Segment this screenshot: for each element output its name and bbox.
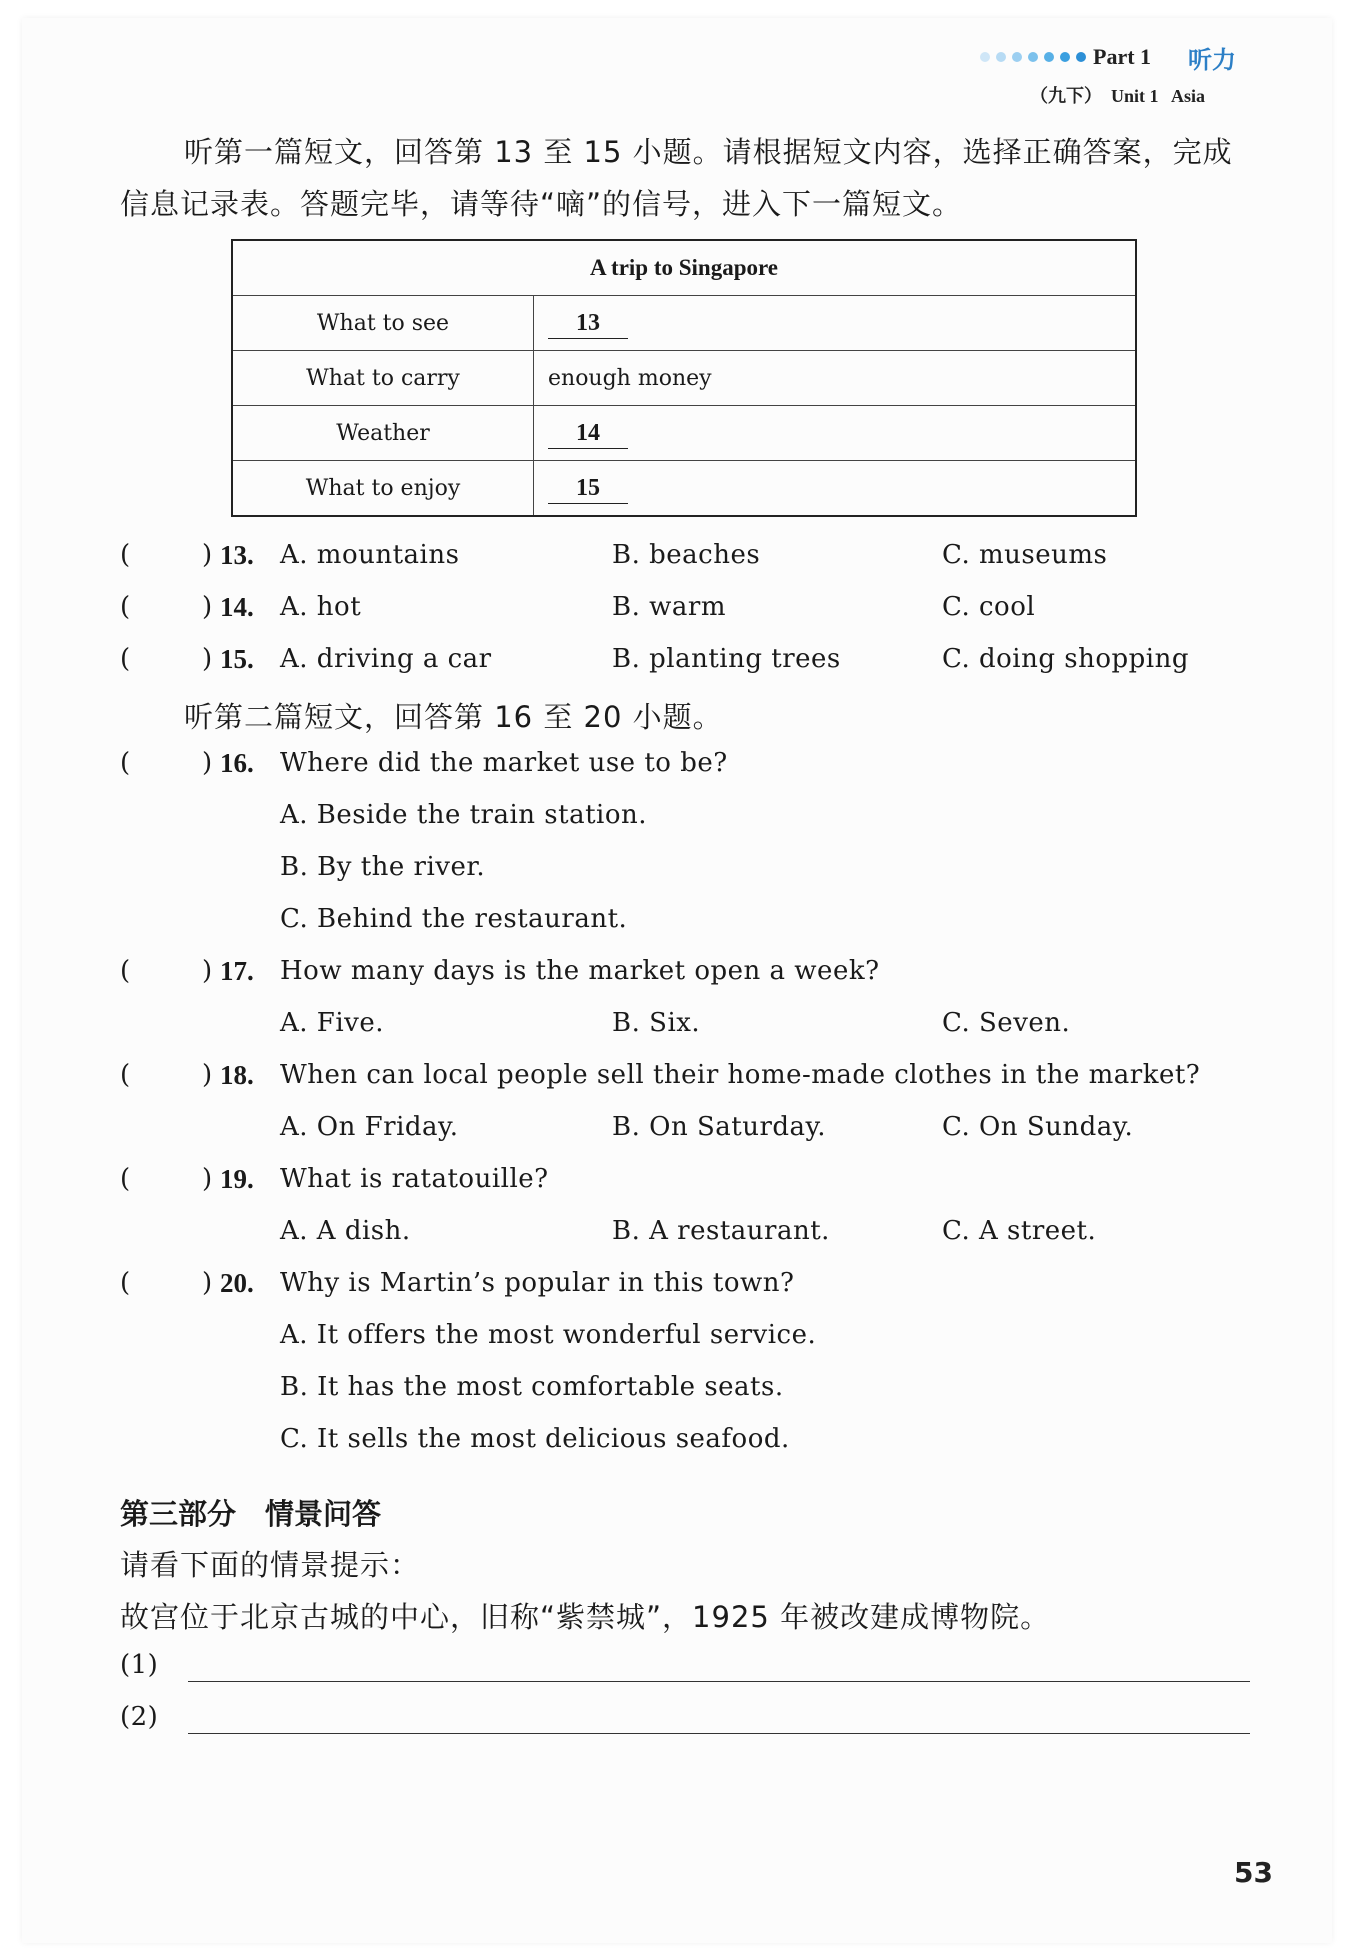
answer-paren-open[interactable]: ( (120, 956, 131, 986)
answer-paren-open[interactable]: ( (120, 1268, 131, 1298)
option-a[interactable]: A. On Friday. (280, 1112, 459, 1142)
table-row (232, 296, 1136, 351)
table-key: What to carry (232, 351, 534, 406)
option-a[interactable]: A. Five. (280, 1008, 385, 1038)
answer-paren-close: ) (202, 1164, 213, 1194)
answer-blank[interactable]: 14 (548, 418, 628, 449)
question-number: 16. (220, 748, 254, 778)
option-b[interactable]: B. On Saturday. (612, 1112, 827, 1142)
option-a[interactable]: A. driving a car (280, 644, 492, 674)
answer-label-2: (2) (120, 1702, 159, 1732)
answer-paren-open[interactable]: ( (120, 644, 131, 674)
table-row (232, 461, 1136, 517)
scenario-prompt: 请看下面的情景提示： (120, 1548, 421, 1582)
option-a[interactable]: A. hot (280, 592, 362, 622)
info-table (231, 239, 1137, 517)
option-c[interactable]: C. cool (942, 592, 1036, 622)
header-dot (980, 52, 990, 62)
table-key: What to enjoy (232, 461, 534, 517)
table-row (232, 351, 1136, 406)
option-b[interactable]: B. Six. (612, 1008, 701, 1038)
option-c[interactable]: C. It sells the most delicious seafood. (280, 1424, 790, 1454)
table-key: What to see (232, 296, 534, 351)
option-b[interactable]: B. It has the most comfortable seats. (280, 1372, 784, 1402)
header-dot (1028, 52, 1038, 62)
option-a[interactable]: A. A dish. (280, 1216, 411, 1246)
question-text: When can local people sell their home-made clothes in the market? (280, 1060, 1201, 1090)
question-number: 17. (220, 956, 254, 986)
option-c[interactable]: C. A street. (942, 1216, 1097, 1246)
option-c[interactable]: C. Seven. (942, 1008, 1071, 1038)
answer-line-2[interactable] (188, 1732, 1250, 1734)
answer-paren-close: ) (202, 748, 213, 778)
table-row (232, 406, 1136, 461)
option-b[interactable]: B. planting trees (612, 644, 841, 674)
answer-label-1: (1) (120, 1650, 159, 1680)
header-dot (1060, 52, 1070, 62)
question-text: What is ratatouille? (280, 1164, 549, 1194)
header-dots (980, 52, 1086, 62)
option-b[interactable]: B. warm (612, 592, 726, 622)
option-c[interactable]: C. doing shopping (942, 644, 1189, 674)
intro1-line2: 信息记录表。答题完毕，请等待“嘀”的信号，进入下一篇短文。 (120, 187, 963, 221)
answer-paren-close: ) (202, 1268, 213, 1298)
question-text: Where did the market use to be? (280, 748, 728, 778)
question-number: 15. (220, 644, 254, 674)
question-text: How many days is the market open a week? (280, 956, 880, 986)
answer-paren-open[interactable]: ( (120, 1164, 131, 1194)
header-dot (1076, 52, 1086, 62)
question-text: Why is Martin’s popular in this town? (280, 1268, 795, 1298)
option-a[interactable]: A. It offers the most wonderful service. (280, 1320, 817, 1350)
answer-paren-open[interactable]: ( (120, 592, 131, 622)
option-c[interactable]: C. Behind the restaurant. (280, 904, 628, 934)
scenario-text: 故宫位于北京古城的中心，旧称“紫禁城”，1925 年被改建成博物院。 (120, 1600, 1051, 1634)
header-dot (1044, 52, 1054, 62)
section-title: 第三部分 情景问答 (120, 1497, 382, 1531)
answer-paren-close: ) (202, 1060, 213, 1090)
answer-paren-close: ) (202, 592, 213, 622)
question-number: 13. (220, 540, 254, 570)
table-key: Weather (232, 406, 534, 461)
header-unit: （九下） Unit 1 Asia (1030, 86, 1206, 106)
option-a[interactable]: A. Beside the train station. (280, 800, 648, 830)
question-number: 19. (220, 1164, 254, 1194)
option-b[interactable]: B. By the river. (280, 852, 486, 882)
question-number: 18. (220, 1060, 254, 1090)
answer-paren-open[interactable]: ( (120, 748, 131, 778)
header-section: 听力 (1188, 46, 1236, 74)
intro2: 听第二篇短文，回答第 16 至 20 小题。 (184, 700, 723, 734)
intro1-line1: 听第一篇短文，回答第 13 至 15 小题。请根据短文内容，选择正确答案，完成 (184, 135, 1233, 169)
answer-paren-close: ) (202, 540, 213, 570)
header-part: Part 1 (1093, 44, 1152, 69)
header-dot (1012, 52, 1022, 62)
option-c[interactable]: C. On Sunday. (942, 1112, 1134, 1142)
option-c[interactable]: C. museums (942, 540, 1108, 570)
table-title: A trip to Singapore (232, 240, 1136, 296)
answer-paren-close: ) (202, 956, 213, 986)
question-number: 20. (220, 1268, 254, 1298)
page-number: 53 (1234, 1856, 1273, 1889)
question-number: 14. (220, 592, 254, 622)
header-dot (996, 52, 1006, 62)
answer-paren-open[interactable]: ( (120, 540, 131, 570)
option-b[interactable]: B. beaches (612, 540, 761, 570)
option-b[interactable]: B. A restaurant. (612, 1216, 830, 1246)
answer-paren-open[interactable]: ( (120, 1060, 131, 1090)
answer-blank[interactable]: 15 (548, 473, 628, 504)
table-value: enough money (534, 351, 1137, 406)
answer-blank[interactable]: 13 (548, 308, 628, 339)
answer-line-1[interactable] (188, 1680, 1250, 1682)
option-a[interactable]: A. mountains (280, 540, 460, 570)
answer-paren-close: ) (202, 644, 213, 674)
